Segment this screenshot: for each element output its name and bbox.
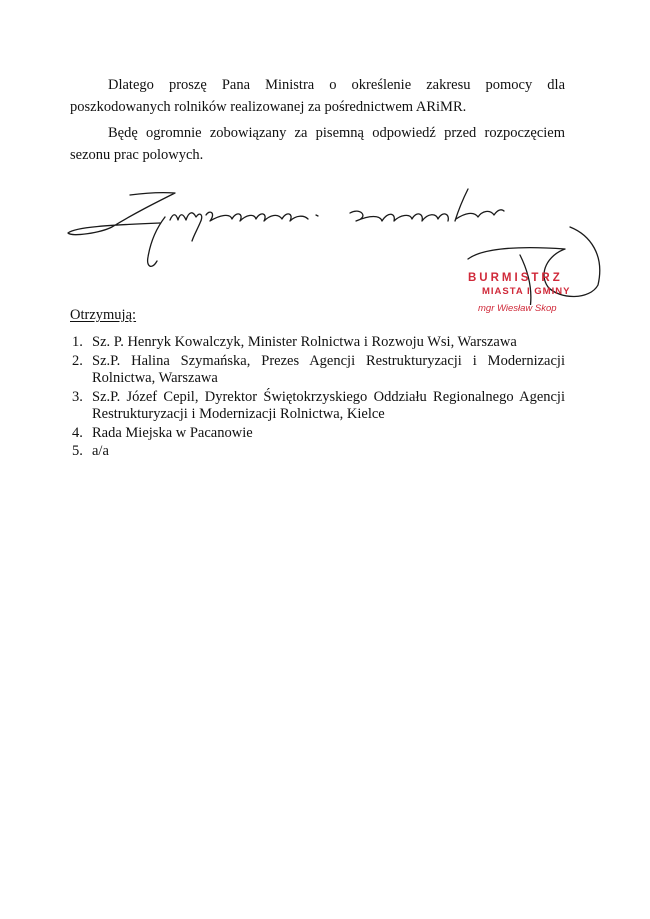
list-item-number: 3. [72,388,83,405]
list-item-text: Sz. P. Henryk Kowalczyk, Minister Rolnictwa i Rozwoju Wsi, Warszawa [92,334,517,350]
paragraph-2-line-1: Będę ogromnie zobowiązany za pisemną odpowiedź przed rozpoczęciem [108,125,565,141]
body-paragraph-2 [70,122,565,166]
list-item-text: Sz.P. Józef Cepil, Dyrektor Świętokrzyskiego Oddziału Regionalnego Agencji Restrukturyzacji i Modernizacji Rolnictwa, Kielce [92,388,565,422]
stamp-subtitle: MIASTA I GMINY [482,286,571,297]
body-paragraph-1 [70,74,565,118]
list-item [70,425,565,443]
list-item-number: 1. [72,334,83,350]
paragraph-1-line-2: poszkodowanych rolników realizowanej za pośrednictwem ARiMR. [70,99,467,115]
list-item [70,353,565,388]
stamp-name: mgr Wiesław Skop [478,303,557,314]
list-item-text: Rada Miejska w Pacanowie [92,424,253,441]
list-item-text: Sz.P. Halina Szymańska, Prezes Agencji Restrukturyzacji i Modernizacji Rolnictwa, Warszawa [92,352,565,386]
list-item [70,389,565,424]
list-item [70,334,565,352]
paragraph-1-line-1: Dlatego proszę Pana Ministra o określenie zakresu pomocy dla [108,77,565,93]
stamp-title: BURMISTRZ [468,272,563,284]
list-item-number: 2. [72,352,83,369]
list-item-text: a/a [92,443,109,459]
recipients-list [70,334,565,462]
list-item-number: 5. [72,443,83,459]
paragraph-2-line-2: sezonu prac polowych. [70,147,204,163]
list-item-number: 4. [72,424,83,441]
list-item [70,443,565,461]
recipients-heading: Otrzymują: [70,307,137,323]
